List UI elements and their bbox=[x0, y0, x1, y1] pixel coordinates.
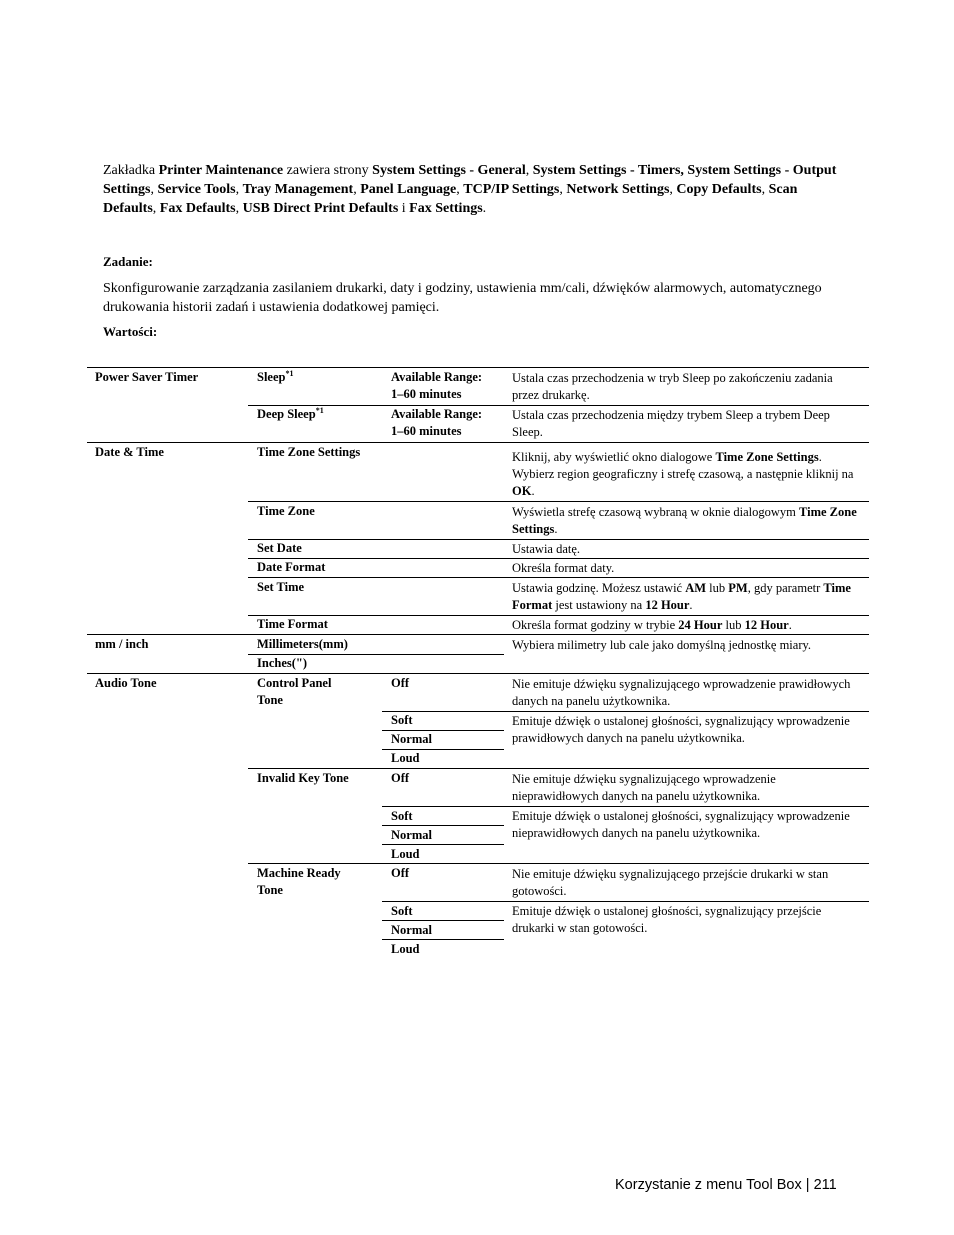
sleep-range: Available Range: 1–60 minutes bbox=[391, 370, 483, 401]
sleep-desc: Ustala czas przechodzenia w tryb Sleep po zakończeniu zadania przez drukarkę. bbox=[512, 371, 833, 402]
machine-ready-tone-label: Machine Ready Tone bbox=[257, 866, 341, 897]
footer-title: Korzystanie z menu Tool Box bbox=[615, 1177, 802, 1193]
set-time-label: Set Time bbox=[257, 580, 305, 594]
mr-off-desc: Nie emituje dźwięku sygnalizującego przejście drukarki w stan gotowości. bbox=[512, 867, 829, 898]
inches-label: Inches(") bbox=[257, 656, 307, 670]
ik-normal: Normal bbox=[391, 828, 432, 842]
audio-tone-label: Audio Tone bbox=[95, 676, 157, 690]
date-format-desc: Określa format daty. bbox=[512, 561, 615, 575]
intro-paragraph: Zakładka Printer Maintenance zawiera strony System Settings - General, System Settings - Timers, System Settings - Output Settings, Service Tools, Tray Management, Panel Language, TCP/IP Settings, Network Settings, Copy Defaults, Scan Defaults, Fax Defaults, USB Direct Print Defaults i Fax Settings. bbox=[103, 163, 837, 216]
date-time-label: Date & Time bbox=[95, 445, 164, 459]
cp-off: Off bbox=[391, 676, 410, 690]
rule bbox=[248, 577, 869, 578]
page-number: 211 bbox=[813, 1177, 837, 1193]
power-saver-label: Power Saver Timer bbox=[95, 370, 199, 384]
cp-loud: Loud bbox=[391, 751, 420, 765]
rule bbox=[248, 863, 869, 864]
rule-top bbox=[87, 367, 869, 368]
set-time-desc: Ustawia godzinę. Możesz ustawić AM lub PM, gdy parametr Time Format jest ustawiony na 12 Hour. bbox=[512, 581, 851, 612]
rule bbox=[382, 901, 869, 902]
task-heading: Zadanie: bbox=[103, 254, 153, 269]
date-format-label: Date Format bbox=[257, 560, 326, 574]
time-zone-desc: Wyświetla strefę czasową wybraną w oknie dialogowym Time Zone Settings. bbox=[512, 505, 857, 536]
deep-sleep-range: Available Range: 1–60 minutes bbox=[391, 407, 483, 438]
rule bbox=[382, 920, 504, 921]
rule bbox=[87, 634, 869, 635]
rule bbox=[87, 673, 869, 674]
task-text: Skonfigurowanie zarządzania zasilaniem drukarki, daty i godziny, ustawienia mm/cali, dźwięków alarmowych, automatycznego drukowania historii zadań i ustawienia dodatkowej pamięci. bbox=[103, 281, 822, 315]
ik-off-desc: Nie emituje dźwięku sygnalizującego wprowadzenie nieprawidłowych danych na panelu użytkownika. bbox=[512, 772, 776, 803]
sleep-label: Sleep$^{*1}$ bbox=[257, 368, 294, 384]
deep-sleep-desc: Ustala czas przechodzenia między trybem Sleep a trybem Deep Sleep. bbox=[512, 408, 830, 439]
mr-normal: Normal bbox=[391, 923, 432, 937]
mr-loud: Loud bbox=[391, 942, 420, 956]
time-format-label: Time Format bbox=[257, 617, 328, 631]
values-heading: Wartości: bbox=[103, 324, 158, 339]
mr-off: Off bbox=[391, 866, 410, 880]
footer-separator: | bbox=[805, 1177, 810, 1193]
ik-loud: Loud bbox=[391, 847, 420, 861]
set-date-label: Set Date bbox=[257, 541, 302, 555]
invalid-key-tone-label: Invalid Key Tone bbox=[257, 771, 349, 785]
tz-settings-desc: Kliknij, aby wyświetlić okno dialogowe Time Zone Settings. Wybierz region geograficzny i strefę czasową, a następnie kliknij na OK. bbox=[512, 450, 854, 498]
set-date-desc: Ustawia datę. bbox=[512, 542, 581, 556]
rule bbox=[382, 939, 504, 940]
ik-soft: Soft bbox=[391, 809, 413, 823]
millimeters-label: Millimeters(mm) bbox=[257, 637, 348, 651]
mm-inch-label: mm / inch bbox=[95, 637, 149, 651]
tz-settings-label: Time Zone Settings bbox=[257, 445, 361, 459]
page-footer bbox=[615, 1177, 837, 1193]
cp-soft: Soft bbox=[391, 713, 413, 727]
rule bbox=[87, 442, 869, 443]
mr-soft: Soft bbox=[391, 904, 413, 918]
cp-off-desc: Nie emituje dźwięku sygnalizującego wprowadzenie prawidłowych danych na panelu użytkownika. bbox=[512, 677, 851, 708]
time-format-desc: Określa format godziny w trybie 24 Hour lub 12 Hour. bbox=[512, 618, 792, 632]
cp-normal: Normal bbox=[391, 732, 432, 746]
rule bbox=[248, 501, 869, 502]
control-panel-tone-label: Control Panel Tone bbox=[257, 676, 332, 707]
rule bbox=[382, 825, 504, 826]
rule bbox=[382, 844, 504, 845]
mr-on-desc: Emituje dźwięk o ustalonej głośności, sygnalizujący przejście drukarki w stan gotowości. bbox=[512, 904, 822, 935]
rule bbox=[248, 768, 869, 769]
ik-on-desc: Emituje dźwięk o ustalonej głośności, sygnalizujący wprowadzenie nieprawidłowych danych na panelu użytkownika. bbox=[512, 809, 850, 840]
time-zone-label: Time Zone bbox=[257, 504, 315, 518]
cp-on-desc: Emituje dźwięk o ustalonej głośności, sygnalizujący wprowadzenie prawidłowych danych na panelu użytkownika. bbox=[512, 714, 850, 745]
rule bbox=[382, 806, 869, 807]
mm-inch-desc: Wybiera milimetry lub cale jako domyślną jednostkę miary. bbox=[512, 638, 812, 652]
deep-sleep-label: Deep Sleep$^{*1}$ bbox=[257, 405, 324, 421]
ik-off: Off bbox=[391, 771, 410, 785]
